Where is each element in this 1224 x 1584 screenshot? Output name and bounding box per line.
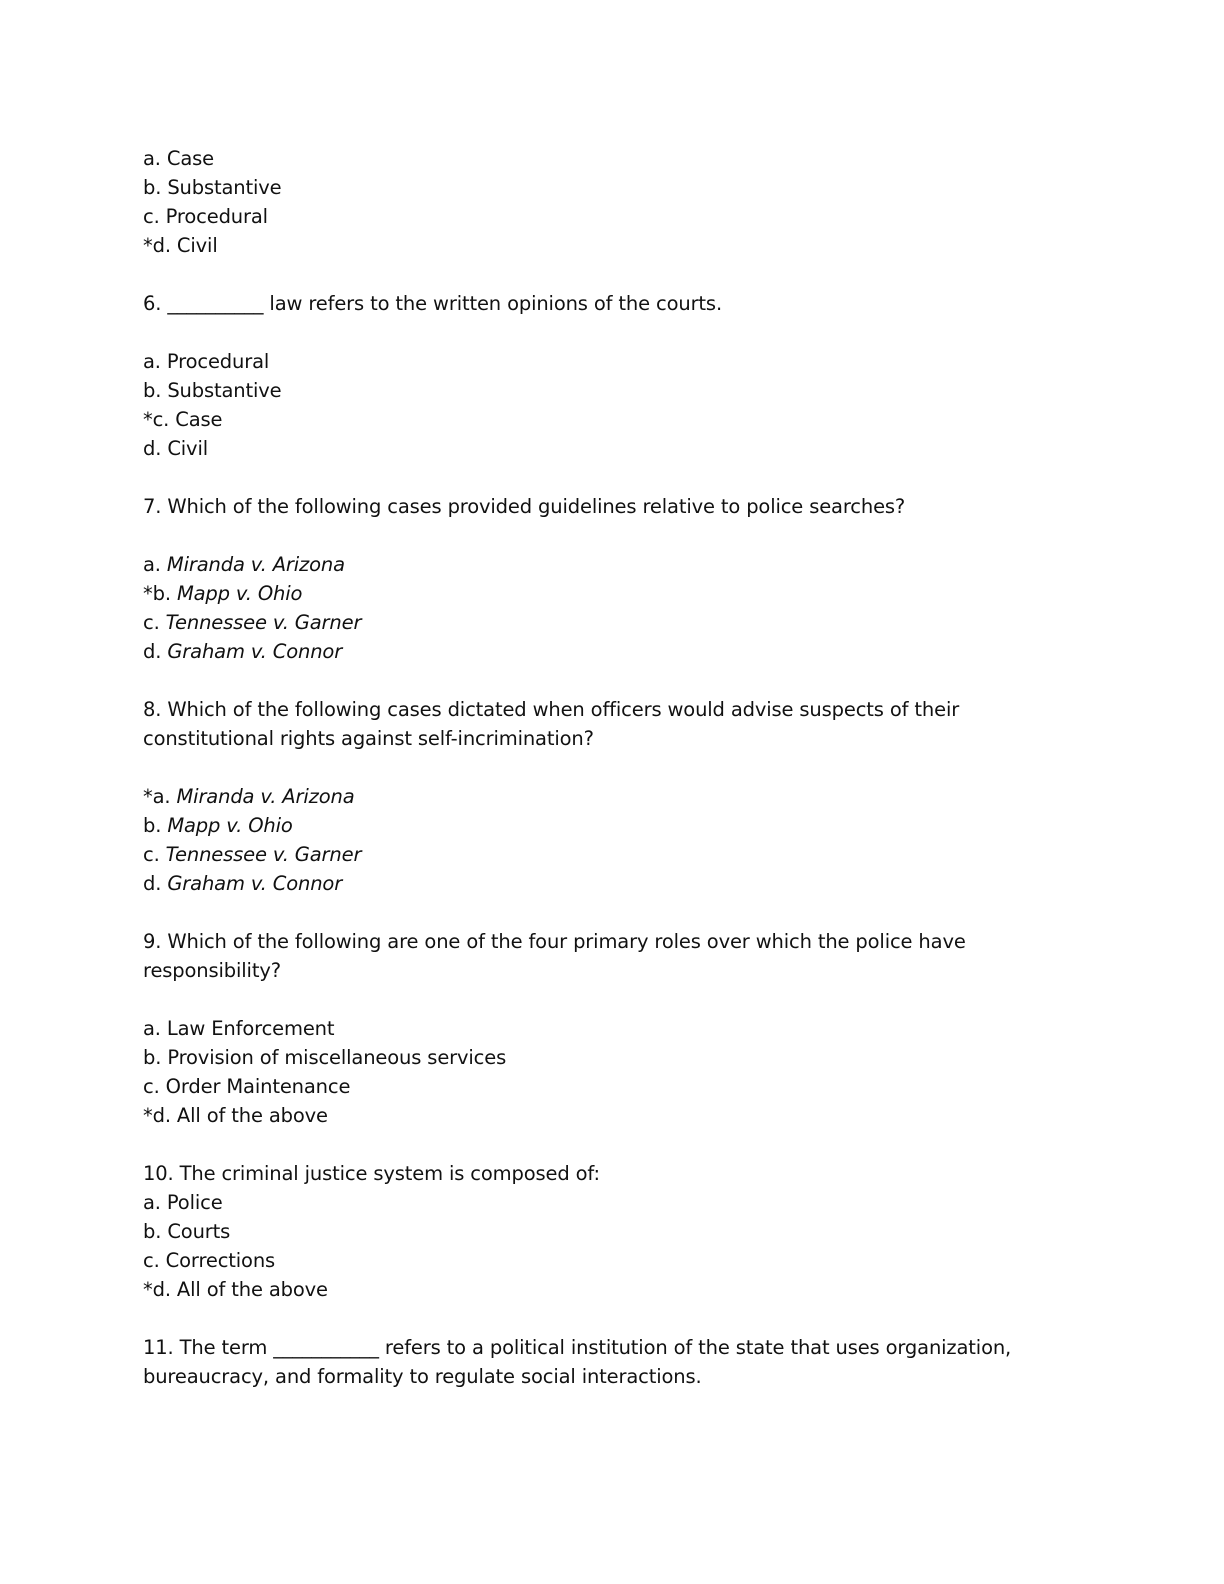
question-8-line-1: 8. Which of the following cases dictated when officers would advise suspects of their (143, 698, 960, 721)
question-7: 7. Which of the following cases provided guidelines relative to police searches? (143, 495, 906, 518)
option-line: *c. Case (143, 408, 223, 431)
case-name: Mapp v. Ohio (176, 582, 303, 605)
option-line (143, 782, 1083, 811)
option-letter: d. (143, 872, 168, 895)
option-line (143, 811, 1083, 840)
question-number: 6. (143, 292, 168, 315)
option-line: a. Law Enforcement (143, 1017, 335, 1040)
question-6-options (143, 347, 1083, 463)
option-line (143, 550, 1083, 579)
option-line: b. Substantive (143, 176, 282, 199)
question-10-options (143, 1188, 1083, 1304)
option-line: a. Police (143, 1191, 223, 1214)
answer-blank: ___________ (273, 1336, 379, 1359)
option-line: c. Corrections (143, 1249, 276, 1272)
question-text: law refers to the written opinions of the courts. (263, 292, 722, 315)
question-9-line-2: responsibility? (143, 959, 281, 982)
question-text: 11. The term (143, 1336, 274, 1359)
question-7-options (143, 550, 1083, 666)
case-name: Graham v. Connor (167, 872, 343, 895)
option-line (143, 840, 1083, 869)
question-5-options (143, 144, 1083, 260)
option-line: a. Case (143, 147, 215, 170)
option-line: b. Provision of miscellaneous services (143, 1046, 507, 1069)
option-line: b. Courts (143, 1220, 231, 1243)
answer-blank: __________ (167, 292, 264, 315)
option-line (143, 637, 1083, 666)
option-line: *d. All of the above (143, 1104, 328, 1127)
question-11-line-1 (143, 1333, 1083, 1362)
option-letter: b. (143, 814, 168, 837)
case-name: Tennessee v. Garner (165, 843, 362, 866)
option-letter: *b. (143, 582, 177, 605)
option-line: *d. Civil (143, 234, 218, 257)
case-name: Graham v. Connor (167, 640, 343, 663)
option-line (143, 579, 1083, 608)
option-letter: d. (143, 640, 168, 663)
option-line: a. Procedural (143, 350, 270, 373)
case-name: Miranda v. Arizona (176, 785, 355, 808)
option-line (143, 869, 1083, 898)
option-line: c. Order Maintenance (143, 1075, 351, 1098)
document-page (143, 144, 1083, 1391)
case-name: Miranda v. Arizona (166, 553, 345, 576)
option-letter: c. (143, 843, 166, 866)
question-8-options (143, 782, 1083, 898)
option-line: c. Procedural (143, 205, 268, 228)
option-letter: a. (143, 553, 167, 576)
question-9-line-1: 9. Which of the following are one of the four primary roles over which the police have (143, 930, 966, 953)
question-6 (143, 289, 1083, 318)
case-name: Mapp v. Ohio (167, 814, 293, 837)
question-9-options (143, 1014, 1083, 1130)
option-line (143, 608, 1083, 637)
question-8-line-2: constitutional rights against self-incrimination? (143, 727, 594, 750)
case-name: Tennessee v. Garner (165, 611, 362, 634)
option-line: d. Civil (143, 437, 208, 460)
option-letter: *a. (143, 785, 177, 808)
option-letter: c. (143, 611, 166, 634)
option-line: b. Substantive (143, 379, 282, 402)
question-11-line-2: bureaucracy, and formality to regulate social interactions. (143, 1365, 702, 1388)
question-text: refers to a political institution of the state that uses organization, (378, 1336, 1012, 1359)
option-line: *d. All of the above (143, 1278, 328, 1301)
question-10: 10. The criminal justice system is composed of: (143, 1162, 600, 1185)
